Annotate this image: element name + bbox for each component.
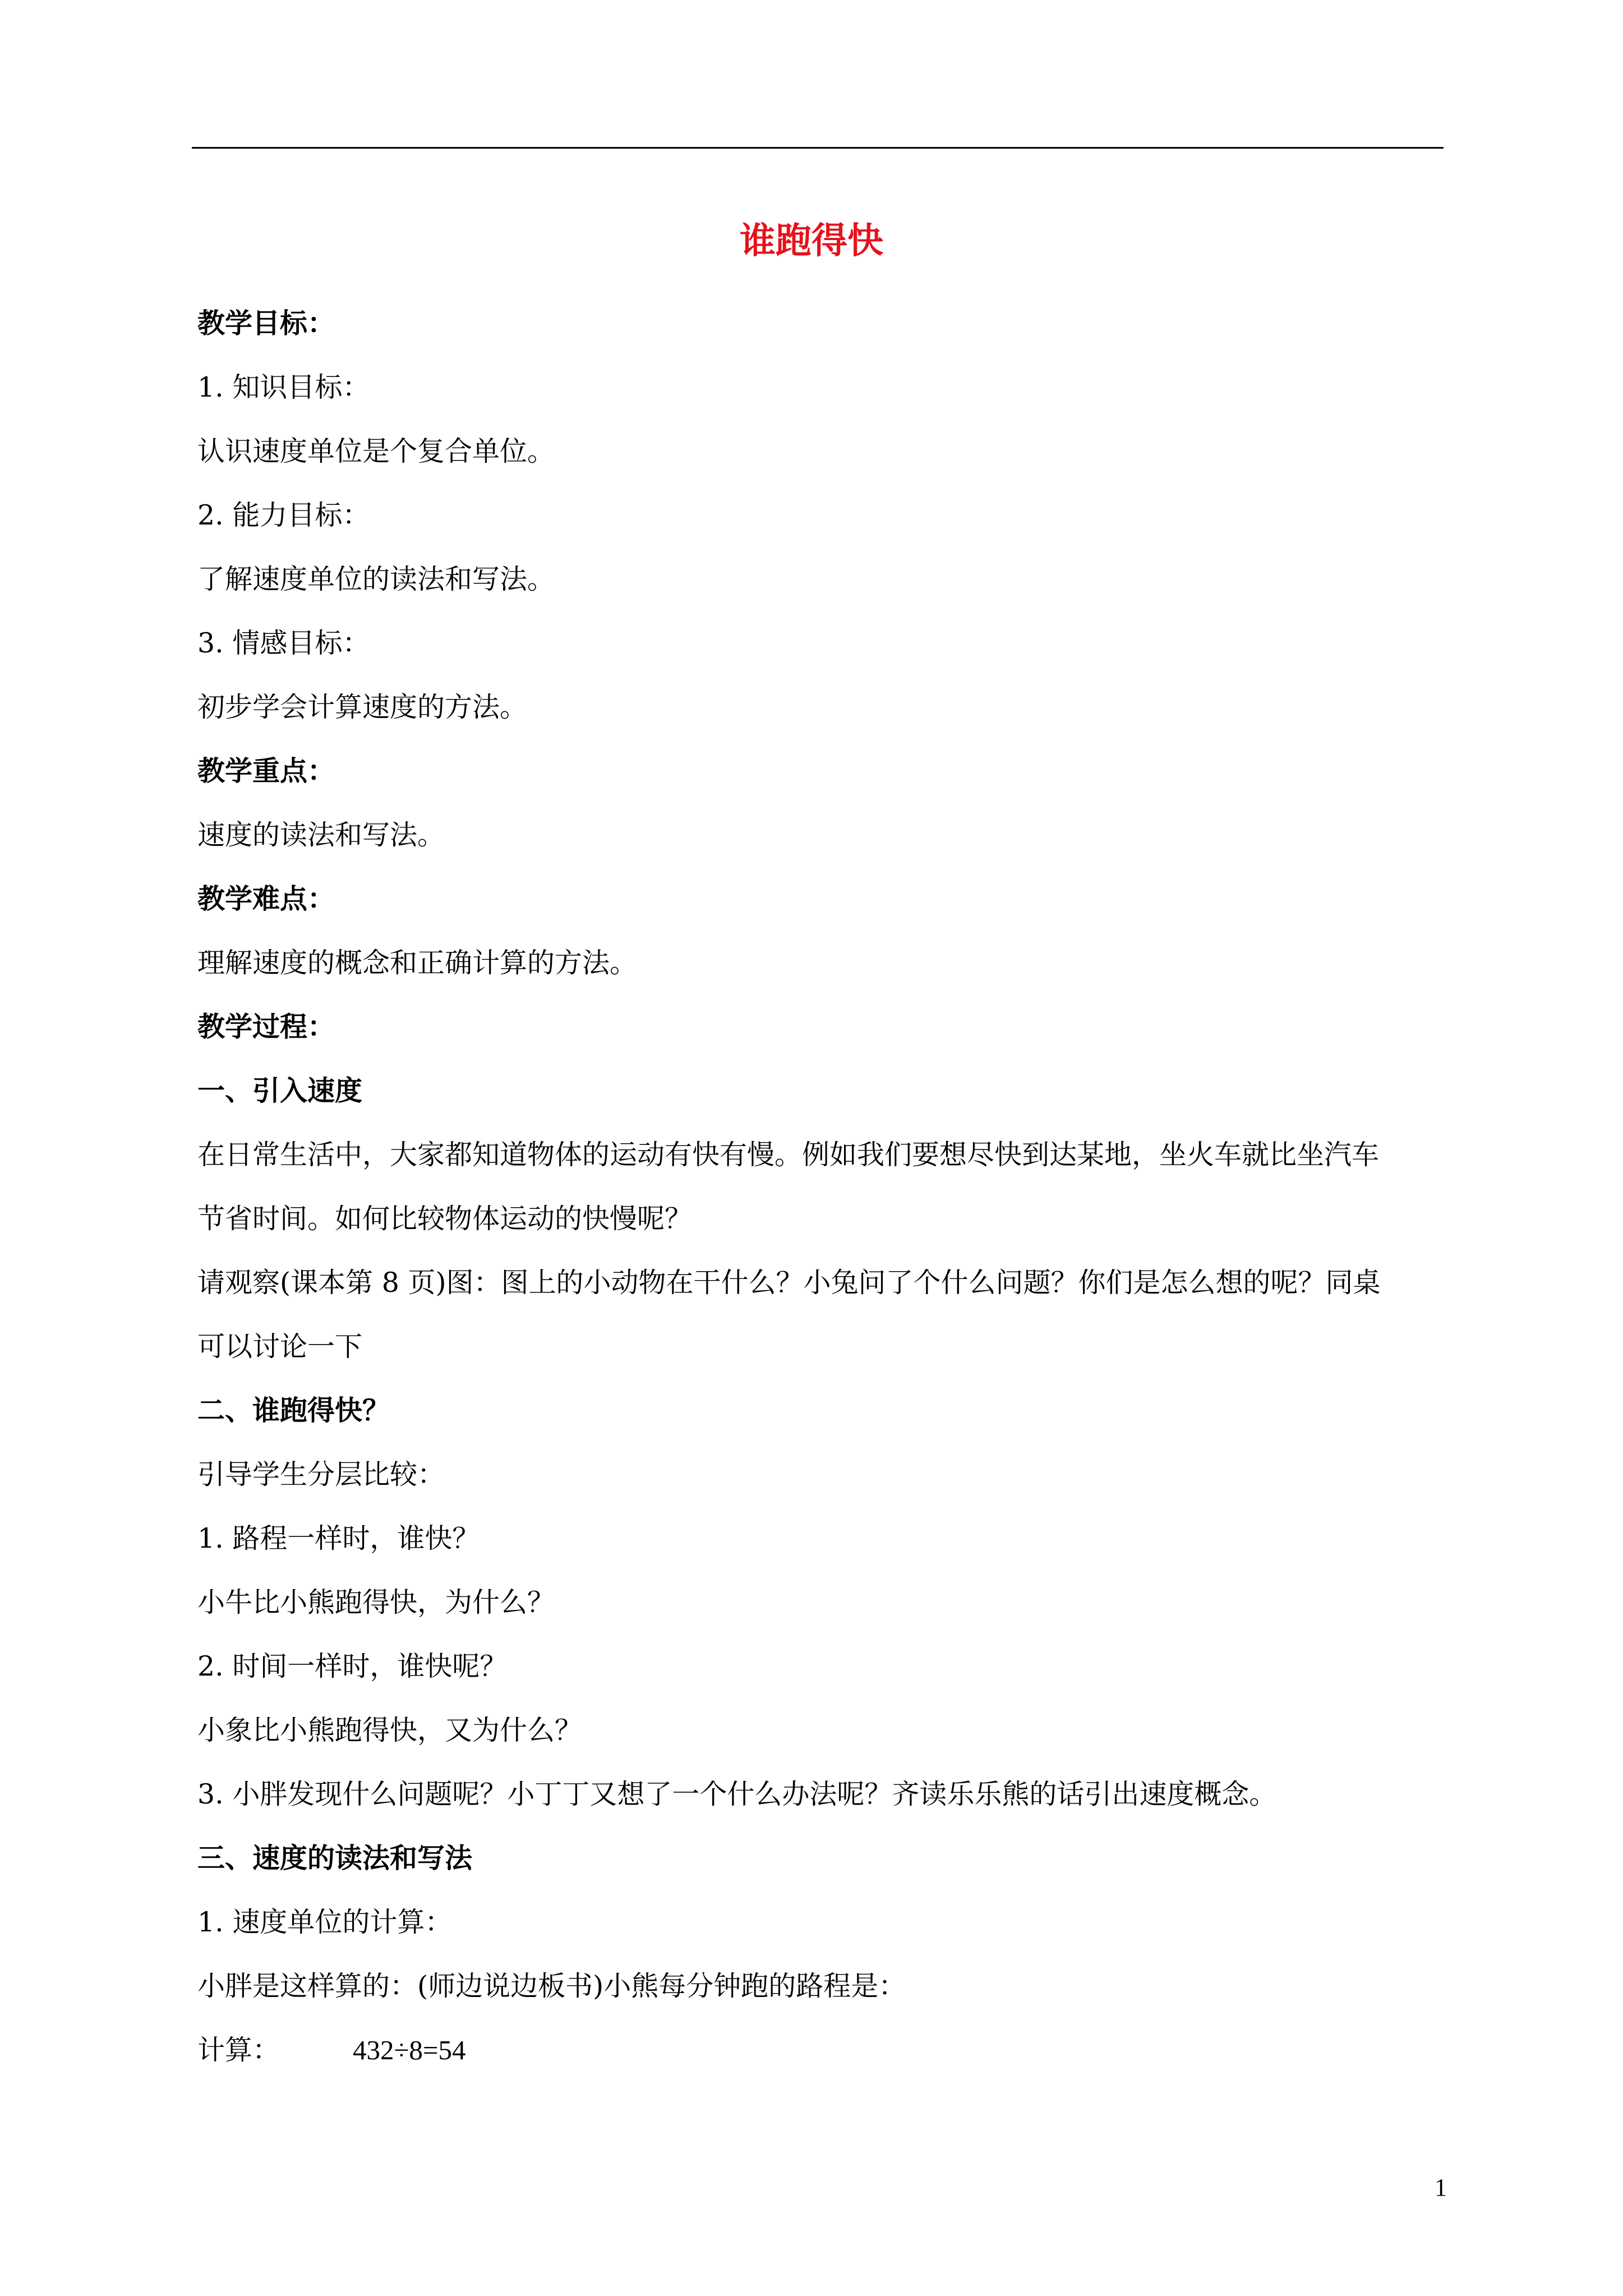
heading-difficulties: 教学难点： xyxy=(197,883,335,915)
section-2-heading: 二、谁跑得快？ xyxy=(197,1395,390,1427)
section-1-heading: 一、引入速度 xyxy=(197,1075,363,1107)
objective-2-label: 2. 能力目标： xyxy=(197,499,370,531)
heading-key-points: 教学重点： xyxy=(197,755,335,787)
compare-item-1: 1. 路程一样时，谁快？ xyxy=(197,1522,480,1554)
key-points-text: 速度的读法和写法。 xyxy=(197,819,445,851)
objective-1-label: 1. 知识目标： xyxy=(197,371,370,403)
section-3-heading: 三、速度的读法和写法 xyxy=(197,1842,473,1874)
compare-item-2: 2. 时间一样时，谁快呢？ xyxy=(197,1650,508,1682)
unit-calc-label: 1. 速度单位的计算： xyxy=(197,1906,453,1938)
calc-explanation: 小胖是这样算的：(师边说边板书)小熊每分钟跑的路程是： xyxy=(197,1970,906,2002)
calculation-expression: 432÷8=54 xyxy=(353,2035,466,2065)
compare-item-3: 3. 小胖发现什么问题呢？小丁丁又想了一个什么办法呢？齐读乐乐熊的话引出速度概念。 xyxy=(197,1778,1277,1810)
objective-1-text: 认识速度单位是个复合单位。 xyxy=(197,435,555,467)
paragraph-intro-line-2: 节省时间。如何比较物体运动的快慢呢？ xyxy=(197,1203,693,1235)
compare-item-2-answer: 小象比小熊跑得快，又为什么？ xyxy=(197,1714,583,1746)
page-number: 1 xyxy=(1435,2174,1447,2201)
compare-intro: 引导学生分层比较： xyxy=(197,1458,445,1490)
document-title: 谁跑得快 xyxy=(740,220,883,262)
compare-item-1-answer: 小牛比小熊跑得快，为什么？ xyxy=(197,1586,555,1618)
paragraph-intro-line-1: 在日常生活中，大家都知道物体的运动有快有慢。例如我们要想尽快到达某地，坐火车就比坐汽车 xyxy=(197,1139,1380,1171)
difficulties-text: 理解速度的概念和正确计算的方法。 xyxy=(197,947,638,979)
document-body xyxy=(197,292,1448,2082)
paragraph-observe-line-1: 请观察(课本第 8 页)图：图上的小动物在干什么？小兔问了个什么问题？你们是怎么想的呢？同桌 xyxy=(197,1267,1381,1299)
header-rule xyxy=(192,147,1444,149)
objective-2-text: 了解速度单位的读法和写法。 xyxy=(197,563,555,595)
objective-3-text: 初步学会计算速度的方法。 xyxy=(197,691,528,723)
heading-teaching-process: 教学过程： xyxy=(197,1011,335,1043)
paragraph-observe-line-2: 可以讨论一下 xyxy=(197,1331,363,1363)
heading-teaching-objectives: 教学目标： xyxy=(197,307,335,339)
calculation-label: 计算： xyxy=(197,2034,280,2066)
objective-3-label: 3. 情感目标： xyxy=(197,627,370,659)
calculation-line xyxy=(197,2018,1448,2082)
